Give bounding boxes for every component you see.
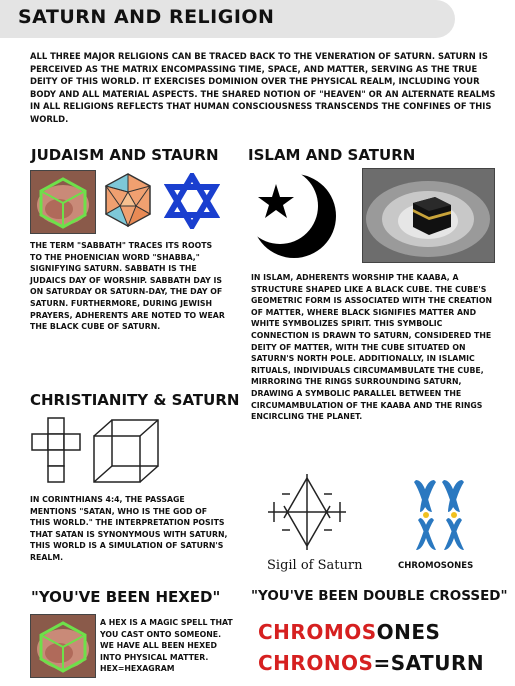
polyhedron-icon [102, 172, 154, 228]
chromosomes-caption: CHROMOSONES [398, 561, 474, 571]
judaism-heading: JUDAISM AND STAURN [31, 146, 219, 164]
kaaba-photo [362, 168, 495, 263]
hexed-heading: "YOU'VE BEEN HEXED" [31, 588, 221, 606]
crescent-star-icon [244, 168, 340, 260]
wireframe-cube-icon [90, 416, 162, 488]
hexed-text: A HEX IS A MAGIC SPELL THAT YOU CAST ONTO SOMEONE. WE HAVE ALL BEEN HEXED INTO PHYSICAL MATTER. HEX=HEXAGRAM [100, 618, 233, 674]
christianity-heading: CHRISTIANITY & SATURN [30, 391, 240, 409]
ones-black-text: ONES [376, 620, 441, 644]
hexed-cube-photo [30, 614, 96, 678]
sigil-of-saturn-icon [262, 472, 352, 552]
christianity-text: IN CORINTHIANS 4:4, THE PASSAGE MENTIONS "SATAN, WHO IS THE GOD OF THIS WORLD." THE INTERPRETATION POSITS THAT SATAN IS SYNONYMOUS WITH SATURN, THIS WORLD IS A SIMULATION OF SATURN'S REALM. [30, 495, 228, 562]
hexagram-cube-photo [30, 170, 96, 234]
page-title: SATURN AND RELIGION [18, 6, 275, 28]
star-of-david-icon [164, 173, 220, 229]
chromosones-line [258, 620, 440, 644]
intro-paragraph: ALL THREE MAJOR RELIGIONS CAN BE TRACED BACK TO THE VENERATION OF SATURN. SATURN IS PERCEIVED AS THE MATRIX ENCOMPASSING TIME, SPACE, AND MATTER, SERVING AS THE TRUE DEITY OF THIS WORLD. IT EXERCISES DOMINION OVER THE PHYSICAL REALM, INCLUDING YOUR BODY AND ALL MATERIAL ASPECTS. THE SHARED NOTION OF "HEAVEN" OR AN ALTERNATE REALMS IN ALL RELIGIONS REFLECTS THAT HUMAN CONSCIOUSNESS TRANSCENDS THE CONFINES OF THIS WORLD. [30, 51, 496, 124]
equals-saturn-text: =SATURN [373, 651, 485, 675]
chronos-red-text: CHRONOS [258, 651, 374, 675]
chronos-saturn-line [258, 651, 484, 675]
sigil-caption: Sigil of Saturn [267, 558, 363, 573]
unfolded-cube-icon [30, 416, 82, 488]
chromosomes-icon [412, 478, 468, 552]
islam-text: IN ISLAM, ADHERENTS WORSHIP THE KAABA, A STRUCTURE SHAPED LIKE A BLACK CUBE. THE CUBE'S GEOMETRIC FORM IS ASSOCIATED WITH THE CREATION OF MATTER, WHERE BLACK SIGNIFIES MATTER AND WHITE SYMBOLIZES SPIRIT. THIS SYMBOLIC CONNECTION IS DRAWN TO SATURN, CONSIDERED THE DEITY OF MATTER, WITH THE CUBE SITUATED ON SATURN'S NORTH POLE. ADDITIONALLY, IN ISLAMIC RITUALS, INDIVIDUALS CIRCUMAMBULATE THE CUBE, MIRRORING THE RINGS SURROUNDING SATURN, DRAWING A SYMBOLIC PARALLEL BETWEEN THE CIRCUMAMBULATION OF THE KAABA AND THE RINGS ENCIRCLING THE PLANET. [251, 273, 492, 422]
islam-heading: ISLAM AND SATURN [248, 146, 416, 164]
chromos-red-text: CHROMOS [258, 620, 377, 644]
judaism-text: THE TERM "SABBATH" TRACES ITS ROOTS TO THE PHOENICIAN WORD "SHABBA," SIGNIFYING SATURN. SABBATH IS THE JUDAICS DAY OF WORSHIP. SABBATH DAY IS ON SATURDAY OR SATURN-DAY, THE DAY OF SATURN. FURTHERMORE, DURING JEWISH PRAYERS, ADHERENTS ARE NOTED TO WEAR THE BLACK CUBE OF SATURN. [30, 241, 225, 332]
double-crossed-heading: "YOU'VE BEEN DOUBLE CROSSED" [251, 588, 508, 604]
